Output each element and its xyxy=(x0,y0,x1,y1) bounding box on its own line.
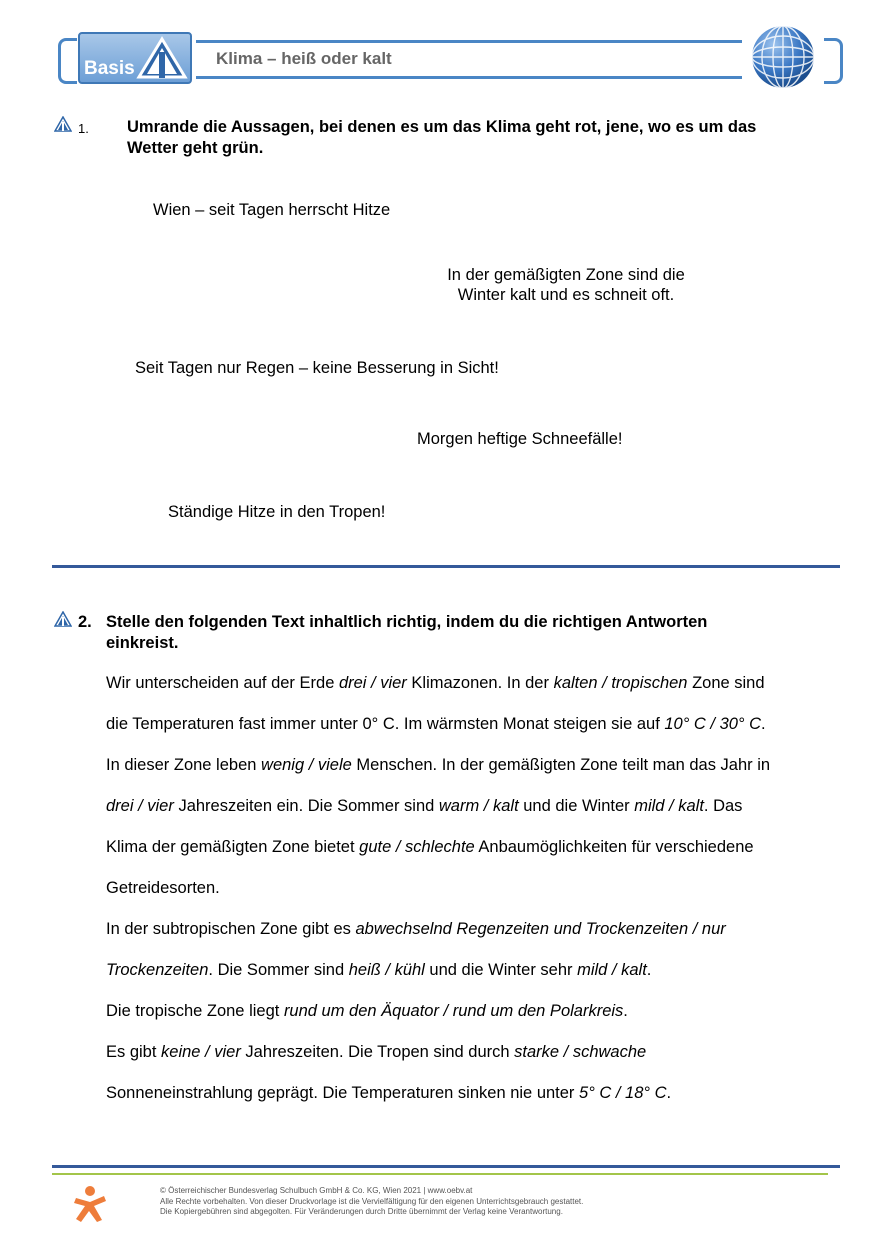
text-segment: Wir unterscheiden auf der Erde xyxy=(106,674,339,692)
task-1-question xyxy=(127,117,847,159)
answer-choice[interactable]: rund um den Äquator / rund um den Polarkreis xyxy=(283,1002,624,1020)
text-line xyxy=(106,1032,836,1073)
footer-rule-accent xyxy=(52,1173,828,1175)
task-2-number: 2. xyxy=(78,613,92,631)
text-segment: und die Winter sehr xyxy=(424,961,578,979)
text-segment: Jahreszeiten. Die Tropen sind durch xyxy=(240,1043,515,1061)
text-segment: . xyxy=(646,961,652,979)
statement-line: Winter kalt und es schneit oft. xyxy=(457,286,675,304)
text-line xyxy=(106,745,836,786)
answer-choice[interactable]: drei / vier xyxy=(106,797,174,815)
task-triangle-icon xyxy=(54,611,72,627)
text-segment: Zone sind xyxy=(687,674,765,692)
text-segment: Klimazonen. In der xyxy=(406,674,554,692)
text-segment: Jahreszeiten ein. Die Sommer sind xyxy=(173,797,439,815)
publisher-logo-icon xyxy=(70,1184,110,1224)
statement-item[interactable]: Ständige Hitze in den Tropen! xyxy=(168,503,386,521)
text-segment: . xyxy=(623,1002,628,1020)
text-segment: . Die Sommer sind xyxy=(208,961,349,979)
header-rule-bottom xyxy=(196,76,742,79)
text-segment: In der subtropischen Zone gibt es xyxy=(106,920,356,938)
footer-rule xyxy=(52,1165,840,1168)
text-segment: Sonneneinstrahlung geprägt. Die Temperaturen sinken nie unter xyxy=(106,1084,580,1102)
text-line xyxy=(106,1073,836,1114)
text-segment: . xyxy=(666,1084,672,1102)
text-segment: . xyxy=(761,715,766,733)
text-segment: Klima der gemäßigten Zone bietet xyxy=(106,838,360,856)
answer-choice[interactable]: Trockenzeiten xyxy=(106,961,209,979)
text-segment: Getreidesorten. xyxy=(106,879,220,897)
statement-item[interactable]: Morgen heftige Schneefälle! xyxy=(417,430,623,448)
text-line xyxy=(106,827,836,868)
answer-choice[interactable]: 5° C / 18° C xyxy=(579,1084,667,1102)
text-segment: Menschen. In der gemäßigten Zone teilt man das Jahr in xyxy=(351,756,771,774)
text-line xyxy=(106,704,836,745)
task-2-text xyxy=(106,663,836,1114)
answer-choice[interactable]: mild / kalt xyxy=(577,961,647,979)
text-segment: Anbaumöglichkeiten für verschiedene xyxy=(474,838,754,856)
triangle-icon xyxy=(136,36,188,80)
answer-choice[interactable]: drei / vier xyxy=(338,674,407,692)
section-divider xyxy=(52,565,840,568)
answer-choice[interactable]: mild / kalt xyxy=(634,797,704,815)
answer-choice[interactable]: gute / schlechte xyxy=(359,838,475,856)
task-1-number: 1. xyxy=(78,121,89,136)
text-segment: und die Winter xyxy=(518,797,635,815)
text-segment: Die tropische Zone liegt xyxy=(106,1002,284,1020)
footer-line: Die Kopiergebühren sind abgegolten. Für Veränderungen durch Dritte übernimmt der Verlag keine Verantwortung. xyxy=(160,1207,563,1216)
level-badge-label: Basis xyxy=(84,58,135,79)
answer-choice[interactable]: starke / schwache xyxy=(514,1043,647,1061)
text-line xyxy=(106,909,836,950)
text-segment: In dieser Zone leben xyxy=(106,756,262,774)
globe-icon xyxy=(750,24,816,90)
answer-choice[interactable]: abwechselnd Regenzeiten und Trockenzeiten / nur xyxy=(355,920,726,938)
text-segment: Es gibt xyxy=(106,1043,162,1061)
statement-item[interactable] xyxy=(437,265,695,305)
footer-line: Alle Rechte vorbehalten. Von dieser Druckvorlage ist die Vervielfältigung für den eigenen Unterrichtsgebrauch gestattet. xyxy=(160,1196,584,1206)
text-line xyxy=(106,663,836,704)
task-2-question-line: Stelle den folgenden Text inhaltlich richtig, indem du die richtigen Antworten xyxy=(106,613,708,631)
task-1-question-line: Wetter geht grün. xyxy=(127,139,264,157)
footer-line: © Österreichischer Bundesverlag Schulbuch GmbH & Co. KG, Wien 2021 | www.oebv.at xyxy=(160,1186,473,1195)
statement-line: In der gemäßigten Zone sind die xyxy=(447,266,685,284)
page-title: Klima – heiß oder kalt xyxy=(216,49,392,68)
text-line xyxy=(106,950,836,991)
answer-choice[interactable]: kalten / tropischen xyxy=(553,674,688,692)
header-rule-top xyxy=(196,40,742,43)
text-line xyxy=(106,786,836,827)
task-triangle-icon xyxy=(54,116,72,132)
answer-choice[interactable]: 10° C / 30° C xyxy=(664,715,762,733)
statement-item[interactable]: Seit Tagen nur Regen – keine Besserung in Sicht! xyxy=(135,359,499,377)
header-bracket-right xyxy=(824,38,843,84)
statement-item[interactable]: Wien – seit Tagen herrscht Hitze xyxy=(153,201,391,219)
text-line xyxy=(106,868,836,909)
answer-choice[interactable]: warm / kalt xyxy=(438,797,519,815)
task-1-question-line: Umrande die Aussagen, bei denen es um das Klima geht rot, jene, wo es um das xyxy=(127,118,757,136)
text-segment: die Temperaturen fast immer unter 0° C. Im wärmsten Monat steigen sie auf xyxy=(106,715,665,733)
answer-choice[interactable]: keine / vier xyxy=(161,1043,241,1061)
task-2-question-line: einkreist. xyxy=(106,634,179,652)
text-line xyxy=(106,991,836,1032)
answer-choice[interactable]: wenig / viele xyxy=(261,756,352,774)
text-segment: . Das xyxy=(703,797,743,815)
header-bracket-left xyxy=(58,38,77,84)
task-2-question xyxy=(106,612,826,654)
answer-choice[interactable]: heiß / kühl xyxy=(348,961,425,979)
footer-copyright xyxy=(160,1186,583,1218)
